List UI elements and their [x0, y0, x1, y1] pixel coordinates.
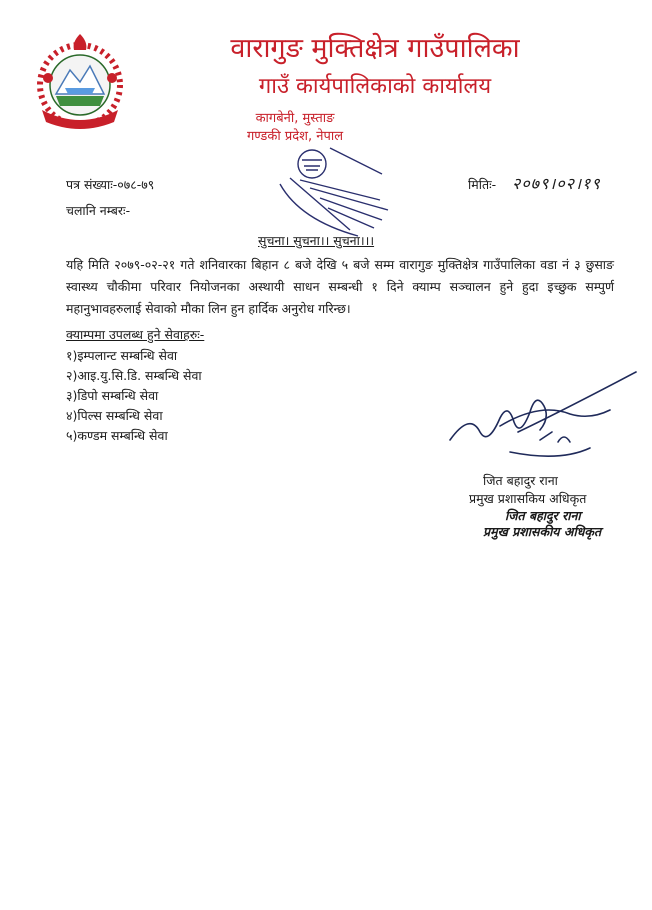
- municipality-title: वारागुङ मुक्तिक्षेत्र गाउँपालिका: [230, 33, 520, 64]
- service-item: २)आइ.यु.सि.डि. सम्बन्धि सेवा: [66, 368, 202, 383]
- notice-heading: सुचना। सुचना।। सुचना।।।: [258, 233, 375, 248]
- service-item: ३)डिपो सम्बन्धि सेवा: [66, 388, 159, 403]
- address-line-2: गण्डकी प्रदेश, नेपाल: [246, 129, 344, 144]
- service-item: ४)पिल्स सम्बन्धि सेवा: [66, 408, 163, 423]
- service-item: ५)कण्डम सम्बन्धि सेवा: [66, 428, 168, 443]
- office-subtitle: गाउँ कार्यपालिकाको कार्यालय: [258, 74, 492, 99]
- signer-title: प्रमुख प्रशासकिय अधिकृत: [469, 491, 587, 506]
- reference-number: पत्र संख्याः-०७८-७९: [66, 177, 155, 192]
- handwritten-signature: [440, 362, 640, 472]
- services-heading: क्याम्पमा उपलब्ध हुने सेवाहरुः-: [66, 327, 205, 342]
- stamped-signer-title: प्रमुख प्रशासकीय अधिकृत: [483, 524, 602, 539]
- dispatch-number: चलानि नम्बरः-: [66, 203, 131, 218]
- address-line-1: कागबेनी, मुस्ताङ: [255, 111, 335, 126]
- service-item: १)इम्पलान्ट सम्बन्धि सेवा: [66, 348, 178, 363]
- signer-name: जित बहादुर राना: [483, 473, 558, 488]
- office-stamp: [270, 140, 405, 240]
- date-value: २०७९।०२।१९: [512, 174, 601, 193]
- stamped-signer-name: जित बहादुर राना: [505, 508, 581, 523]
- date-label: मितिः-: [468, 177, 497, 192]
- notice-body: यहि मिति २०७९-०२-२१ गते शनिवारका बिहान ८ बजे देखि ५ बजे सम्म वारागुङ मुक्तिक्षेत्र गाउँपालिका वडा नं ३ छुसाङ स्वास्थ्य चौकीमा परिवार नियोजनका अस्थायी साधन सम्बन्धी १ दिने क्याम्प सञ्चालन हुने हुदा इच्छुक सम्पुर्ण महानुभावहरुलाई सेवाको मौका लिन हुन हार्दिक अनुरोध गरिन्छ।: [66, 257, 614, 316]
- nepal-emblem-logo: [30, 30, 130, 130]
